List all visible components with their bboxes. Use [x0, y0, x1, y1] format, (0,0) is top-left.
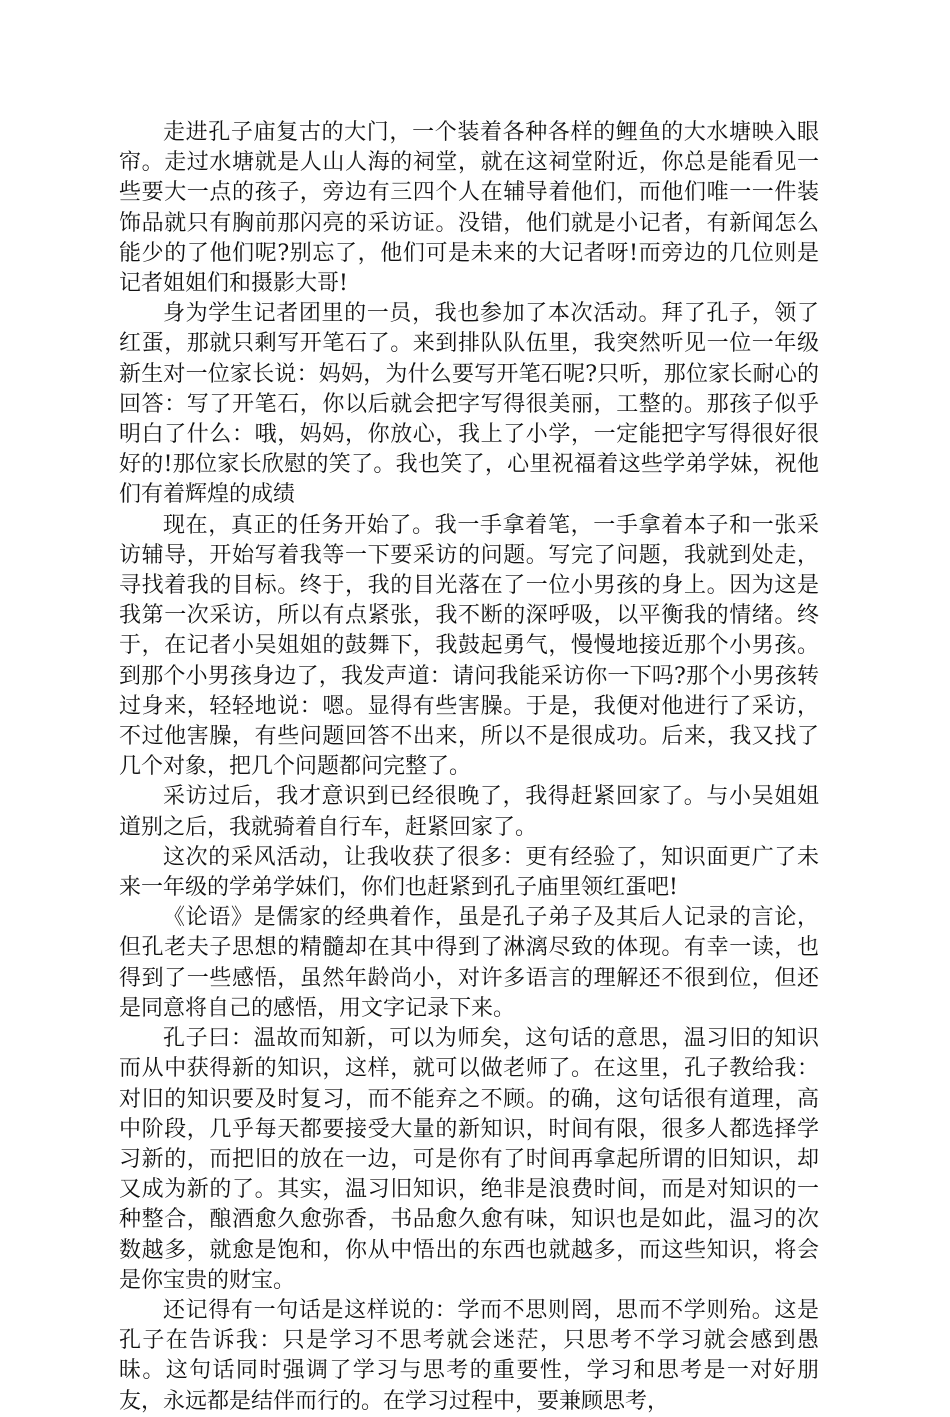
paragraph-going-home: 采访过后，我才意识到已经很晚了，我得赶紧回家了。与小吴姐姐道别之后，我就骑着自行车，赶紧回家了。 — [119, 784, 819, 840]
document-body — [119, 118, 819, 1417]
paragraph-interview: 现在，真正的任务开始了。我一手拿着笔，一手拿着本子和一张采访辅导，开始写着我等一下要采访的问题。写完了问题，我就到处走，寻找着我的目标。终于，我的目光落在了一位小男孩的身上。因为这是我第一次采访，所以有点紧张，我不断的深呼吸，以平衡我的情绪。终于，在记者小吴姐姐的鼓舞下，我鼓起勇气，慢慢地接近那个小男孩。到那个小男孩身边了，我发声道：请问我能采访你一下吗?那个小男孩转过身来，轻轻地说：嗯。显得有些害臊。于是，我便对他进行了采访，不过他害臊，有些问题回答不出来，所以不是很成功。后来，我又找了几个对象，把几个问题都问完整了。 — [119, 512, 819, 780]
paragraph-learn-and-think: 还记得有一句话是这样说的：学而不思则罔，思而不学则殆。这是孔子在告诉我：只是学习不思考就会迷茫，只思考不学习就会感到愚昧。这句话同时强调了学习与思考的重要性，学习和思考是一对好朋友，永远都是结伴而行的。在学习过程中，要兼顾思考， — [119, 1297, 819, 1414]
paragraph-temple-entrance: 走进孔子庙复古的大门，一个装着各种各样的鲤鱼的大水塘映入眼帘。走过水塘就是人山人海的祠堂，就在这祠堂附近，你总是能看见一些要大一点的孩子，旁边有三四个人在辅导着他们，而他们唯一一件装饰品就只有胸前那闪亮的采访证。没错，他们就是小记者，有新闻怎么能少的了他们呢?别忘了，他们可是未来的大记者呀!而旁边的几位则是记者姐姐们和摄影大哥! — [119, 120, 819, 297]
paragraph-writing-stone: 身为学生记者团里的一员，我也参加了本次活动。拜了孔子，领了红蛋，那就只剩写开笔石了。来到排队队伍里，我突然听见一位一年级新生对一位家长说：妈妈，为什么要写开笔石呢?只听，那位家长耐心的回答：写了开笔石，你以后就会把字写得很美丽，工整的。那孩子似乎明白了什么：哦，妈妈，你放心，我上了小学，一定能把字写得很好很好的!那位家长欣慰的笑了。我也笑了，心里祝福着这些学弟学妹，祝他们有着辉煌的成绩 — [119, 301, 819, 508]
paragraph-analects-intro: 《论语》是儒家的经典着作，虽是孔子弟子及其后人记录的言论，但孔老夫子思想的精髓却在其中得到了淋漓尽致的体现。有幸一读，也得到了一些感悟，虽然年龄尚小，对许多语言的理解还不很到位，但还是同意将自己的感悟，用文字记录下来。 — [119, 905, 819, 1021]
paragraph-harvest: 这次的采风活动，让我收获了很多：更有经验了，知识面更广了未来一年级的学弟学妹们，你们也赶紧到孔子庙里领红蛋吧! — [119, 844, 819, 901]
paragraph-review-old-knowledge: 孔子曰：温故而知新，可以为师矣，这句话的意思，温习旧的知识而从中获得新的知识，这样，就可以做老师了。在这里，孔子教给我：对旧的知识要及时复习，而不能弃之不顾。的确，这句话很有道理，高中阶段，几乎每天都要接受大量的新知识，时间有限，很多人都选择学习新的，而把旧的放在一边，可是你有了时间再拿起所谓的旧知识，却又成为新的了。其实，温习旧知识，绝非是浪费时间，而是对知识的一种整合，酿酒愈久愈弥香，书品愈久愈有味，知识也是如此，温习的次数越多，就愈是饱和，你从中悟出的东西也就越多，而这些知识，将会是你宝贵的财宝。 — [119, 1026, 819, 1293]
